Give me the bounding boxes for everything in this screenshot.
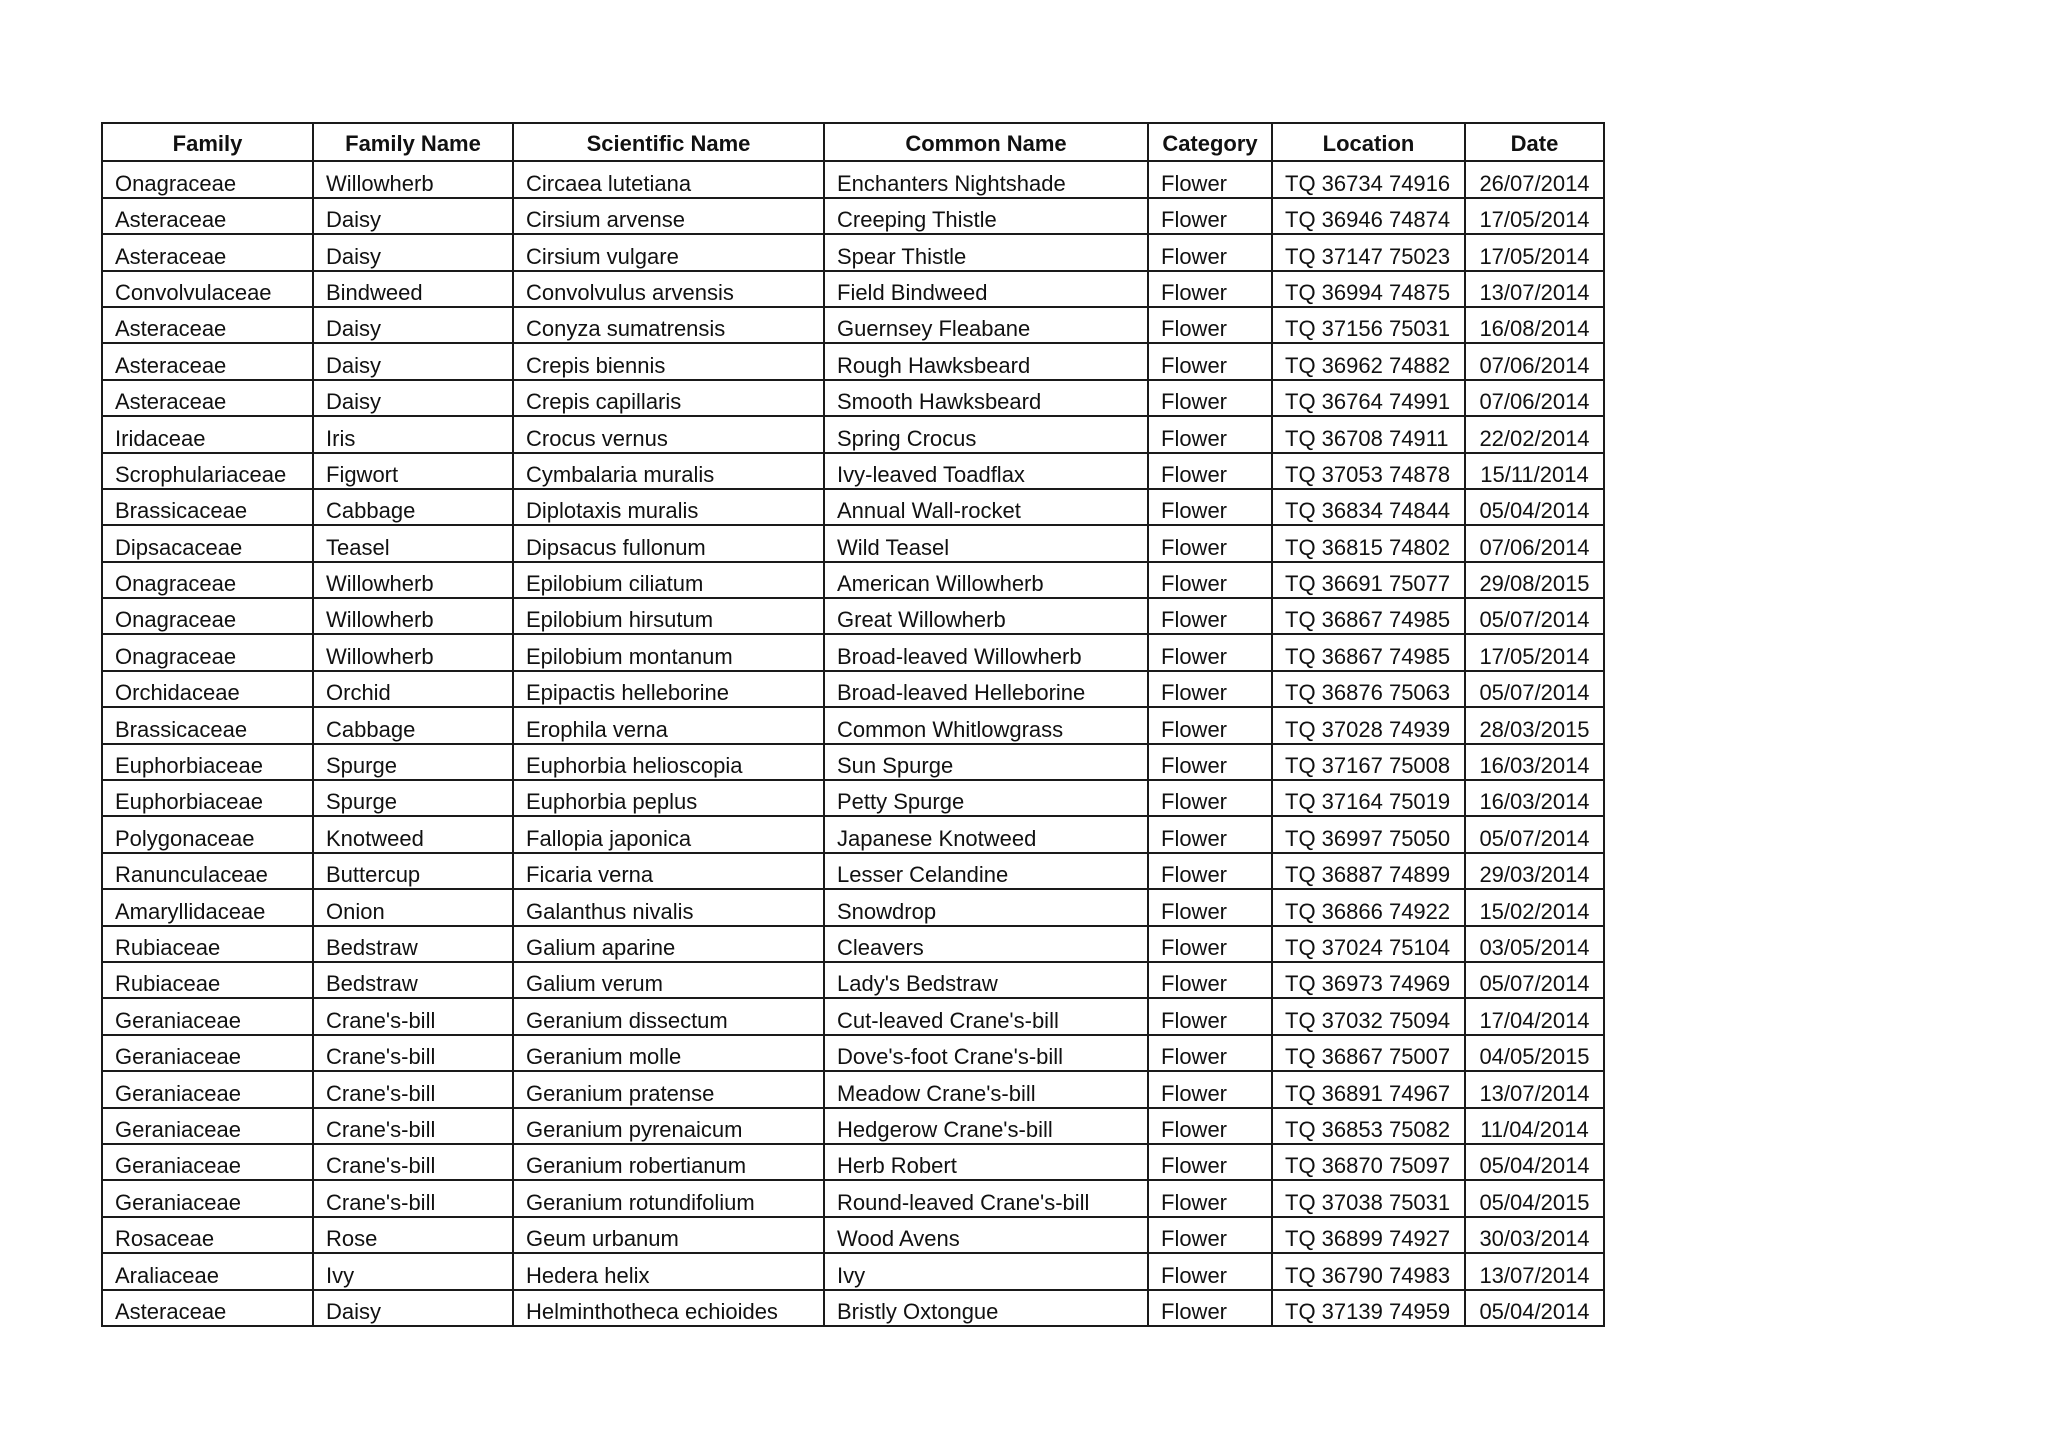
cell-category: Flower: [1148, 1108, 1272, 1144]
cell-date: 13/07/2014: [1465, 271, 1604, 307]
table-header-row: [102, 123, 1604, 161]
cell-common-name: Bristly Oxtongue: [824, 1290, 1148, 1326]
cell-family: Dipsacaceae: [102, 525, 313, 561]
cell-date: 05/07/2014: [1465, 962, 1604, 998]
cell-family: Asteraceae: [102, 343, 313, 379]
table-row: [102, 161, 1604, 197]
cell-date: 26/07/2014: [1465, 161, 1604, 197]
cell-scientific-name: Geranium rotundifolium: [513, 1180, 824, 1216]
cell-location: TQ 36997 75050: [1272, 816, 1465, 852]
cell-location: TQ 36994 74875: [1272, 271, 1465, 307]
cell-category: Flower: [1148, 489, 1272, 525]
cell-location: TQ 36899 74927: [1272, 1217, 1465, 1253]
cell-category: Flower: [1148, 1035, 1272, 1071]
cell-scientific-name: Conyza sumatrensis: [513, 307, 824, 343]
table-row: [102, 634, 1604, 670]
cell-location: TQ 36946 74874: [1272, 198, 1465, 234]
cell-date: 05/07/2014: [1465, 816, 1604, 852]
cell-family-name: Ivy: [313, 1253, 513, 1289]
cell-common-name: Spear Thistle: [824, 234, 1148, 270]
cell-date: 22/02/2014: [1465, 416, 1604, 452]
cell-category: Flower: [1148, 744, 1272, 780]
cell-scientific-name: Crepis biennis: [513, 343, 824, 379]
table-row: [102, 1290, 1604, 1326]
cell-date: 05/04/2014: [1465, 1290, 1604, 1326]
cell-common-name: Wood Avens: [824, 1217, 1148, 1253]
cell-family: Amaryllidaceae: [102, 889, 313, 925]
cell-common-name: Field Bindweed: [824, 271, 1148, 307]
table-row: [102, 707, 1604, 743]
cell-date: 28/03/2015: [1465, 707, 1604, 743]
cell-date: 29/08/2015: [1465, 562, 1604, 598]
cell-category: Flower: [1148, 962, 1272, 998]
cell-family-name: Crane's-bill: [313, 1071, 513, 1107]
cell-common-name: Petty Spurge: [824, 780, 1148, 816]
cell-family: Brassicaceae: [102, 707, 313, 743]
cell-scientific-name: Helminthotheca echioides: [513, 1290, 824, 1326]
cell-family-name: Crane's-bill: [313, 1180, 513, 1216]
cell-family-name: Figwort: [313, 453, 513, 489]
cell-date: 16/03/2014: [1465, 744, 1604, 780]
cell-common-name: Lesser Celandine: [824, 853, 1148, 889]
cell-scientific-name: Ficaria verna: [513, 853, 824, 889]
cell-common-name: Creeping Thistle: [824, 198, 1148, 234]
cell-common-name: Enchanters Nightshade: [824, 161, 1148, 197]
cell-common-name: Sun Spurge: [824, 744, 1148, 780]
table-row: [102, 598, 1604, 634]
cell-category: Flower: [1148, 707, 1272, 743]
cell-family: Asteraceae: [102, 234, 313, 270]
table-row: [102, 343, 1604, 379]
cell-category: Flower: [1148, 453, 1272, 489]
table-row: [102, 416, 1604, 452]
cell-common-name: Spring Crocus: [824, 416, 1148, 452]
cell-category: Flower: [1148, 161, 1272, 197]
table-row: [102, 671, 1604, 707]
cell-family: Asteraceae: [102, 307, 313, 343]
cell-family: Convolvulaceae: [102, 271, 313, 307]
cell-category: Flower: [1148, 1071, 1272, 1107]
cell-family: Onagraceae: [102, 634, 313, 670]
cell-family-name: Bindweed: [313, 271, 513, 307]
cell-common-name: Dove's-foot Crane's-bill: [824, 1035, 1148, 1071]
cell-scientific-name: Galanthus nivalis: [513, 889, 824, 925]
cell-date: 05/07/2014: [1465, 598, 1604, 634]
cell-common-name: Snowdrop: [824, 889, 1148, 925]
cell-common-name: Ivy-leaved Toadflax: [824, 453, 1148, 489]
cell-family: Iridaceae: [102, 416, 313, 452]
cell-family-name: Willowherb: [313, 562, 513, 598]
cell-common-name: Cleavers: [824, 926, 1148, 962]
cell-category: Flower: [1148, 525, 1272, 561]
cell-scientific-name: Geranium molle: [513, 1035, 824, 1071]
cell-location: TQ 37156 75031: [1272, 307, 1465, 343]
cell-scientific-name: Galium verum: [513, 962, 824, 998]
cell-family: Geraniaceae: [102, 1180, 313, 1216]
table-row: [102, 234, 1604, 270]
cell-category: Flower: [1148, 889, 1272, 925]
cell-location: TQ 36834 74844: [1272, 489, 1465, 525]
cell-date: 07/06/2014: [1465, 525, 1604, 561]
cell-location: TQ 36708 74911: [1272, 416, 1465, 452]
cell-date: 16/08/2014: [1465, 307, 1604, 343]
cell-category: Flower: [1148, 671, 1272, 707]
cell-common-name: Great Willowherb: [824, 598, 1148, 634]
table-row: [102, 489, 1604, 525]
table-row: [102, 962, 1604, 998]
cell-category: Flower: [1148, 853, 1272, 889]
cell-scientific-name: Euphorbia helioscopia: [513, 744, 824, 780]
cell-location: TQ 36815 74802: [1272, 525, 1465, 561]
cell-family: Scrophulariaceae: [102, 453, 313, 489]
cell-location: TQ 37032 75094: [1272, 998, 1465, 1034]
cell-category: Flower: [1148, 926, 1272, 962]
table-row: [102, 271, 1604, 307]
cell-scientific-name: Geranium dissectum: [513, 998, 824, 1034]
cell-scientific-name: Cymbalaria muralis: [513, 453, 824, 489]
cell-location: TQ 37038 75031: [1272, 1180, 1465, 1216]
cell-common-name: Meadow Crane's-bill: [824, 1071, 1148, 1107]
cell-family: Ranunculaceae: [102, 853, 313, 889]
cell-date: 07/06/2014: [1465, 343, 1604, 379]
cell-family: Asteraceae: [102, 380, 313, 416]
table-row: [102, 816, 1604, 852]
cell-date: 29/03/2014: [1465, 853, 1604, 889]
table-row: [102, 198, 1604, 234]
cell-date: 17/04/2014: [1465, 998, 1604, 1034]
cell-date: 17/05/2014: [1465, 234, 1604, 270]
cell-category: Flower: [1148, 198, 1272, 234]
cell-family: Onagraceae: [102, 562, 313, 598]
cell-location: TQ 36870 75097: [1272, 1144, 1465, 1180]
cell-family-name: Rose: [313, 1217, 513, 1253]
cell-family: Rubiaceae: [102, 926, 313, 962]
table-row: [102, 1217, 1604, 1253]
cell-family-name: Orchid: [313, 671, 513, 707]
cell-common-name: Smooth Hawksbeard: [824, 380, 1148, 416]
table-row: [102, 853, 1604, 889]
column-header-location: Location: [1272, 123, 1465, 161]
cell-family-name: Willowherb: [313, 634, 513, 670]
cell-family-name: Willowherb: [313, 161, 513, 197]
cell-date: 17/05/2014: [1465, 198, 1604, 234]
cell-location: TQ 36867 74985: [1272, 598, 1465, 634]
column-header-category: Category: [1148, 123, 1272, 161]
cell-family-name: Crane's-bill: [313, 1144, 513, 1180]
cell-location: TQ 36867 74985: [1272, 634, 1465, 670]
cell-category: Flower: [1148, 271, 1272, 307]
cell-family-name: Cabbage: [313, 707, 513, 743]
table-row: [102, 1071, 1604, 1107]
table-row: [102, 1180, 1604, 1216]
cell-date: 05/04/2015: [1465, 1180, 1604, 1216]
cell-family-name: Iris: [313, 416, 513, 452]
cell-scientific-name: Epilobium hirsutum: [513, 598, 824, 634]
cell-family-name: Crane's-bill: [313, 998, 513, 1034]
table-row: [102, 926, 1604, 962]
cell-location: TQ 36764 74991: [1272, 380, 1465, 416]
cell-category: Flower: [1148, 1144, 1272, 1180]
cell-family-name: Daisy: [313, 343, 513, 379]
cell-category: Flower: [1148, 1180, 1272, 1216]
cell-family: Asteraceae: [102, 1290, 313, 1326]
cell-category: Flower: [1148, 1253, 1272, 1289]
cell-common-name: Cut-leaved Crane's-bill: [824, 998, 1148, 1034]
cell-family-name: Bedstraw: [313, 926, 513, 962]
cell-location: TQ 36973 74969: [1272, 962, 1465, 998]
table-row: [102, 307, 1604, 343]
column-header-family-name: Family Name: [313, 123, 513, 161]
cell-family: Onagraceae: [102, 598, 313, 634]
cell-family-name: Cabbage: [313, 489, 513, 525]
column-header-scientific-name: Scientific Name: [513, 123, 824, 161]
cell-family: Asteraceae: [102, 198, 313, 234]
cell-category: Flower: [1148, 998, 1272, 1034]
cell-location: TQ 36891 74967: [1272, 1071, 1465, 1107]
cell-location: TQ 37139 74959: [1272, 1290, 1465, 1326]
cell-scientific-name: Epilobium ciliatum: [513, 562, 824, 598]
column-header-common-name: Common Name: [824, 123, 1148, 161]
cell-family: Euphorbiaceae: [102, 780, 313, 816]
cell-category: Flower: [1148, 598, 1272, 634]
cell-date: 04/05/2015: [1465, 1035, 1604, 1071]
cell-family: Geraniaceae: [102, 1108, 313, 1144]
cell-date: 05/07/2014: [1465, 671, 1604, 707]
cell-location: TQ 37024 75104: [1272, 926, 1465, 962]
column-header-family: Family: [102, 123, 313, 161]
cell-family: Onagraceae: [102, 161, 313, 197]
cell-location: TQ 36887 74899: [1272, 853, 1465, 889]
cell-family-name: Spurge: [313, 780, 513, 816]
table-row: [102, 453, 1604, 489]
cell-location: TQ 36790 74983: [1272, 1253, 1465, 1289]
cell-common-name: Wild Teasel: [824, 525, 1148, 561]
cell-family: Euphorbiaceae: [102, 744, 313, 780]
table-row: [102, 1108, 1604, 1144]
column-header-date: Date: [1465, 123, 1604, 161]
cell-date: 07/06/2014: [1465, 380, 1604, 416]
cell-date: 15/02/2014: [1465, 889, 1604, 925]
cell-family: Polygonaceae: [102, 816, 313, 852]
cell-scientific-name: Galium aparine: [513, 926, 824, 962]
cell-family-name: Buttercup: [313, 853, 513, 889]
cell-scientific-name: Fallopia japonica: [513, 816, 824, 852]
cell-scientific-name: Geranium pratense: [513, 1071, 824, 1107]
cell-common-name: Hedgerow Crane's-bill: [824, 1108, 1148, 1144]
species-table: [101, 122, 1605, 1327]
cell-location: TQ 36962 74882: [1272, 343, 1465, 379]
cell-family-name: Daisy: [313, 1290, 513, 1326]
cell-location: TQ 37028 74939: [1272, 707, 1465, 743]
cell-category: Flower: [1148, 816, 1272, 852]
cell-scientific-name: Crepis capillaris: [513, 380, 824, 416]
cell-scientific-name: Circaea lutetiana: [513, 161, 824, 197]
cell-date: 05/04/2014: [1465, 489, 1604, 525]
cell-location: TQ 37167 75008: [1272, 744, 1465, 780]
cell-date: 16/03/2014: [1465, 780, 1604, 816]
cell-family: Rubiaceae: [102, 962, 313, 998]
table-row: [102, 780, 1604, 816]
cell-scientific-name: Epipactis helleborine: [513, 671, 824, 707]
cell-common-name: Common Whitlowgrass: [824, 707, 1148, 743]
cell-common-name: Japanese Knotweed: [824, 816, 1148, 852]
cell-scientific-name: Geranium robertianum: [513, 1144, 824, 1180]
cell-location: TQ 36853 75082: [1272, 1108, 1465, 1144]
cell-family-name: Daisy: [313, 198, 513, 234]
cell-scientific-name: Erophila verna: [513, 707, 824, 743]
table-row: [102, 1253, 1604, 1289]
cell-scientific-name: Cirsium arvense: [513, 198, 824, 234]
cell-family: Geraniaceae: [102, 1035, 313, 1071]
cell-scientific-name: Crocus vernus: [513, 416, 824, 452]
cell-family: Araliaceae: [102, 1253, 313, 1289]
cell-category: Flower: [1148, 416, 1272, 452]
cell-category: Flower: [1148, 634, 1272, 670]
cell-family: Geraniaceae: [102, 998, 313, 1034]
cell-family-name: Daisy: [313, 307, 513, 343]
table-body: [102, 161, 1604, 1326]
cell-scientific-name: Geum urbanum: [513, 1217, 824, 1253]
cell-common-name: Broad-leaved Willowherb: [824, 634, 1148, 670]
cell-family-name: Daisy: [313, 380, 513, 416]
cell-family-name: Bedstraw: [313, 962, 513, 998]
cell-date: 03/05/2014: [1465, 926, 1604, 962]
cell-common-name: Round-leaved Crane's-bill: [824, 1180, 1148, 1216]
cell-common-name: Guernsey Fleabane: [824, 307, 1148, 343]
cell-date: 13/07/2014: [1465, 1253, 1604, 1289]
cell-category: Flower: [1148, 307, 1272, 343]
cell-scientific-name: Geranium pyrenaicum: [513, 1108, 824, 1144]
cell-location: TQ 36734 74916: [1272, 161, 1465, 197]
cell-common-name: Broad-leaved Helleborine: [824, 671, 1148, 707]
cell-category: Flower: [1148, 562, 1272, 598]
cell-location: TQ 36867 75007: [1272, 1035, 1465, 1071]
cell-family: Orchidaceae: [102, 671, 313, 707]
cell-family-name: Crane's-bill: [313, 1108, 513, 1144]
cell-common-name: Lady's Bedstraw: [824, 962, 1148, 998]
cell-category: Flower: [1148, 1290, 1272, 1326]
cell-scientific-name: Diplotaxis muralis: [513, 489, 824, 525]
cell-family-name: Willowherb: [313, 598, 513, 634]
cell-date: 13/07/2014: [1465, 1071, 1604, 1107]
cell-family-name: Onion: [313, 889, 513, 925]
table-row: [102, 889, 1604, 925]
cell-category: Flower: [1148, 343, 1272, 379]
table-row: [102, 525, 1604, 561]
cell-category: Flower: [1148, 780, 1272, 816]
cell-family-name: Daisy: [313, 234, 513, 270]
cell-common-name: Rough Hawksbeard: [824, 343, 1148, 379]
cell-scientific-name: Epilobium montanum: [513, 634, 824, 670]
cell-common-name: Annual Wall-rocket: [824, 489, 1148, 525]
cell-common-name: Herb Robert: [824, 1144, 1148, 1180]
cell-scientific-name: Dipsacus fullonum: [513, 525, 824, 561]
cell-category: Flower: [1148, 1217, 1272, 1253]
cell-family: Geraniaceae: [102, 1144, 313, 1180]
cell-scientific-name: Cirsium vulgare: [513, 234, 824, 270]
cell-location: TQ 36691 75077: [1272, 562, 1465, 598]
cell-date: 11/04/2014: [1465, 1108, 1604, 1144]
cell-date: 17/05/2014: [1465, 634, 1604, 670]
table-row: [102, 1035, 1604, 1071]
cell-family-name: Teasel: [313, 525, 513, 561]
cell-location: TQ 36866 74922: [1272, 889, 1465, 925]
cell-location: TQ 37053 74878: [1272, 453, 1465, 489]
cell-date: 30/03/2014: [1465, 1217, 1604, 1253]
cell-category: Flower: [1148, 380, 1272, 416]
cell-location: TQ 37164 75019: [1272, 780, 1465, 816]
cell-family: Rosaceae: [102, 1217, 313, 1253]
cell-common-name: Ivy: [824, 1253, 1148, 1289]
cell-date: 15/11/2014: [1465, 453, 1604, 489]
table-row: [102, 998, 1604, 1034]
cell-location: TQ 36876 75063: [1272, 671, 1465, 707]
cell-date: 05/04/2014: [1465, 1144, 1604, 1180]
cell-family: Geraniaceae: [102, 1071, 313, 1107]
cell-family-name: Spurge: [313, 744, 513, 780]
cell-common-name: American Willowherb: [824, 562, 1148, 598]
cell-category: Flower: [1148, 234, 1272, 270]
table-row: [102, 744, 1604, 780]
table-row: [102, 562, 1604, 598]
cell-family-name: Knotweed: [313, 816, 513, 852]
cell-scientific-name: Euphorbia peplus: [513, 780, 824, 816]
table-row: [102, 380, 1604, 416]
cell-scientific-name: Hedera helix: [513, 1253, 824, 1289]
cell-family-name: Crane's-bill: [313, 1035, 513, 1071]
cell-family: Brassicaceae: [102, 489, 313, 525]
cell-scientific-name: Convolvulus arvensis: [513, 271, 824, 307]
table-row: [102, 1144, 1604, 1180]
cell-location: TQ 37147 75023: [1272, 234, 1465, 270]
